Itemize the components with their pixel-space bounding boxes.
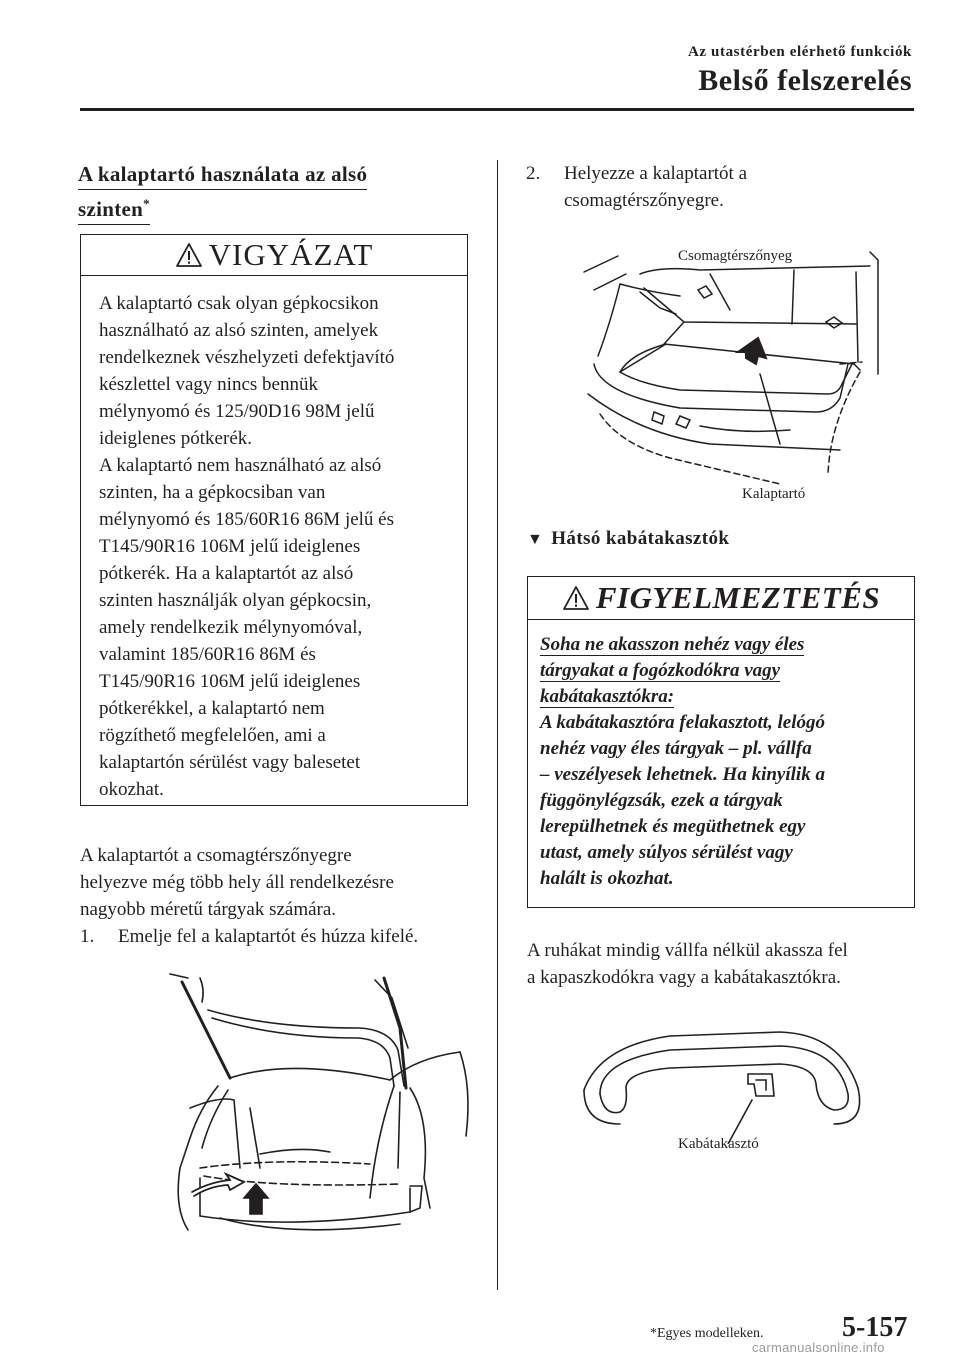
caution-line: ideiglenes pótkerék. [99,428,253,449]
caution-line: pótkerékkel, a kalaptartó nem [99,698,325,719]
step-number: 1. [80,926,95,947]
footnote: *Egyes modelleken. [650,1326,764,1341]
caution-line: mélynyomó és 125/90D16 98M jelű [99,401,375,422]
subsection-heading [527,528,729,550]
caution-line: A kalaptartó csak olyan gépkocsikon [99,293,379,314]
warning-triangle-icon [175,242,203,268]
watermark: carmanualsonline.info [752,1340,885,1355]
intro-line: helyezve még több hely áll rendelkezésre [80,872,394,893]
section-title-line2 [78,190,150,225]
section-title-text2: szinten [78,197,144,221]
step-1 [80,923,490,950]
section-marker-icon: ▼ [527,531,544,548]
warning-line: utast, amely súlyos sérülést vagy [540,842,793,863]
warning-line: A kabátakasztóra felakasztott, lelógó [540,712,826,733]
caution-line: mélynyomó és 185/60R16 86M jelű és [99,509,395,530]
step-number: 2. [526,163,541,184]
page-number: 5-157 [842,1312,908,1343]
step-text-cont: csomagtérszőnyegre. [564,190,724,211]
step-text: Emelje fel a kalaptartót és húzza kifelé. [118,926,419,947]
caution-line: valamint 185/60R16 86M és [99,644,316,665]
warning-line: halált is okozhat. [540,868,674,889]
chapter-heading: Az utastérben elérhető funkciók [688,44,912,60]
warning-body [528,620,914,892]
tray-label: Kalaptartó [742,486,806,502]
caution-line: amely rendelkezik mélynyomóval, [99,617,363,638]
caution-line: szinten használják olyan gépkocsin, [99,590,372,611]
column-divider [497,160,498,1290]
warning-lead-line: tárgyakat a fogózkodókra vagy [540,660,781,681]
warning-line: nehéz vagy éles tárgyak – pl. vállfa [540,738,812,759]
warning-line: függönylégzsák, ezek a tárgyak [540,790,783,811]
step-text: Helyezze a kalaptartót a [564,163,748,184]
hooks-line: A ruhákat mindig vállfa nélkül akassza fel [527,940,848,961]
subsection-title: Hátsó kabátakasztók [551,528,730,549]
caution-line: okozhat. [99,779,164,800]
coat-hook-illustration [580,1024,870,1144]
caution-label: VIGYÁZAT [208,237,374,272]
intro-line: A kalaptartót a csomagtérszőnyegre [80,845,352,866]
caution-line: pótkerék. Ha a kalaptartót az alsó [99,563,354,584]
caution-header [81,235,467,276]
caution-line: T145/90R16 106M jelű ideiglenes [99,671,361,692]
section-title-line1: A kalaptartó használata az alsó [78,160,367,190]
coat-hook-label: Kabátakasztó [678,1136,759,1152]
warning-lead-line: kabátakasztókra: [540,686,675,707]
warning-line: lerepülhetnek és megüthetnek egy [540,816,806,837]
caution-box [80,234,468,806]
section-title [78,160,408,225]
caution-line: rendelkeznek vészhelyzeti defektjavító [99,347,395,368]
caution-line: használható az alsó szinten, amelyek [99,320,379,341]
tray-on-mat-illustration [580,244,896,506]
model-specific-mark: * [143,196,150,211]
page-title: Belső felszerelés [698,64,912,97]
hooks-paragraph [527,937,917,991]
intro-paragraph [80,842,490,923]
warning-box [527,576,915,908]
warning-line: – veszélyesek lehetnek. Ha kinyílik a [540,764,825,785]
caution-line: készlettel vagy nincs bennük [99,374,318,395]
warning-triangle-icon [562,585,590,611]
warning-label: FIGYELMEZTETÉS [595,580,881,615]
caution-line: kalaptartón sérülést vagy balesetet [99,752,361,773]
step-2 [526,160,906,214]
caution-line: rögzíthető megfelelően, ami a [99,725,326,746]
hooks-line: a kapaszkodókra vagy a kabátakasztókra. [527,967,841,988]
caution-line: szinten, ha a gépkocsiban van [99,482,326,503]
caution-line: T145/90R16 106M jelű ideiglenes [99,536,361,557]
warning-header [528,577,914,620]
mat-label: Csomagtérszőnyeg [678,248,793,264]
intro-line: nagyobb méretű tárgyak számára. [80,899,337,920]
caution-body [81,276,467,803]
warning-lead-line: Soha ne akasszon nehéz vagy éles [540,634,805,655]
caution-line: A kalaptartó nem használható az alsó [99,455,382,476]
header-rule [80,108,914,111]
tray-lift-illustration [160,968,478,1250]
